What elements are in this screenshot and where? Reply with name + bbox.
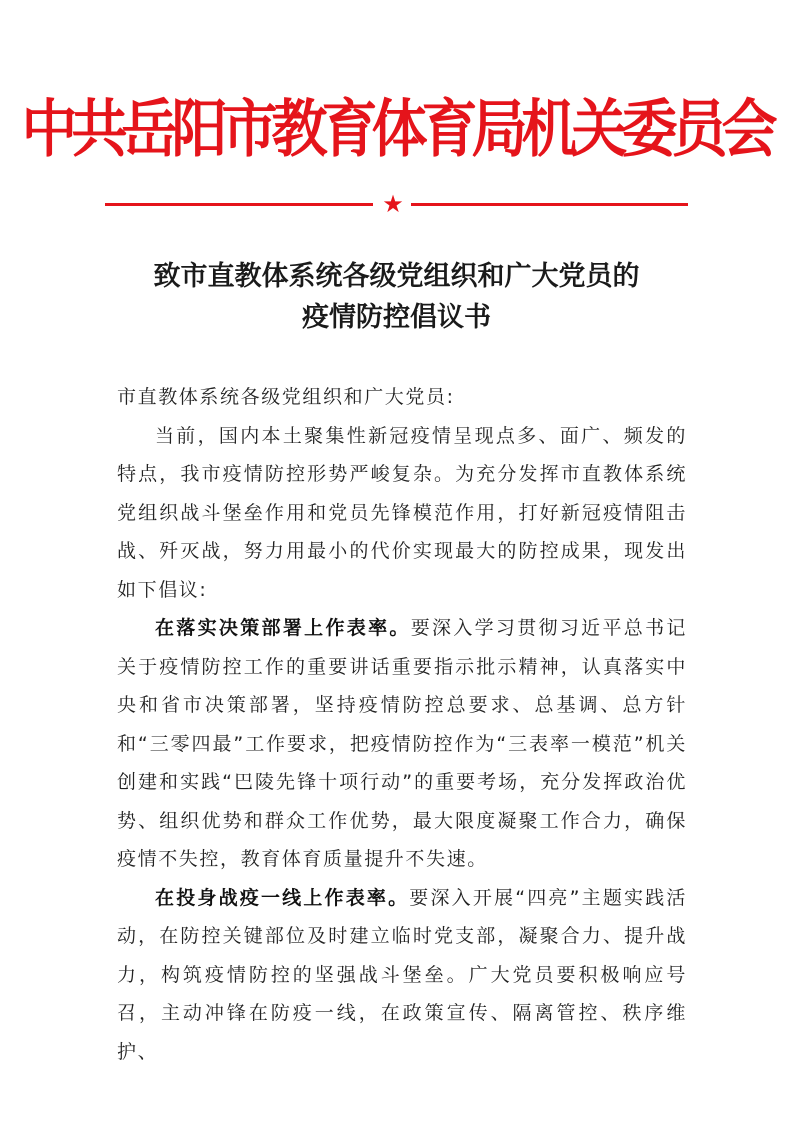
section-text: 要深入学习贯彻习近平总书记关于疫情防控工作的重要讲话重要指示批示精神，认真落实中央和省市决策部署，坚持疫情防控总要求、总基调、总方针和“三零四最”工作要求，把疫情防控作为“三表率一模范”机关创建和实践“巴陵先锋十项行动”的重要考场，充分发挥政治优势、组织优势和群众工作优势，最大限度凝聚工作合力，确保疫情不失控，教育体育质量提升不失速。 <box>117 617 687 870</box>
masthead-divider <box>105 190 688 218</box>
section-text: 要深入开展“四亮”主题实践活动，在防控关键部位及时建立临时党支部，凝聚合力、提升战力，构筑疫情防控的坚强战斗堡垒。广大党员要积极响应号召，主动冲锋在防疫一线，在政策宣传、隔离管控、秩序维护、 <box>117 886 687 1063</box>
document-title-line-1: 致市直教体系统各级党组织和广大党员的 <box>153 261 640 292</box>
section-lead: 在投身战疫一线上作表率。 <box>155 886 410 909</box>
document-title <box>0 256 793 338</box>
salutation: 市直教体系统各级党组织和广大党员: <box>117 386 455 408</box>
section-paragraph <box>117 879 687 1072</box>
document-title-line-2: 疫情防控倡议书 <box>302 302 491 333</box>
star-icon: ★ <box>382 190 404 218</box>
document-body <box>117 378 687 1071</box>
masthead-org-name: 中共岳阳市教育体育局机关委员会 <box>21 92 772 167</box>
section-lead: 在落实决策部署上作表率。 <box>155 617 411 639</box>
divider-line-right <box>411 203 688 206</box>
divider-line-left <box>105 203 373 206</box>
intro-paragraph: 当前，国内本土聚集性新冠疫情呈现点多、面广、频发的特点，我市疫情防控形势严峻复杂。为充分发挥市直教体系统党组织战斗堡垒作用和党员先锋模范作用，打好新冠疫情阻击战、歼灭战，努力用最小的代价实现最大的防控成果，现发出如下倡议: <box>117 424 687 601</box>
section-paragraph <box>117 609 687 879</box>
